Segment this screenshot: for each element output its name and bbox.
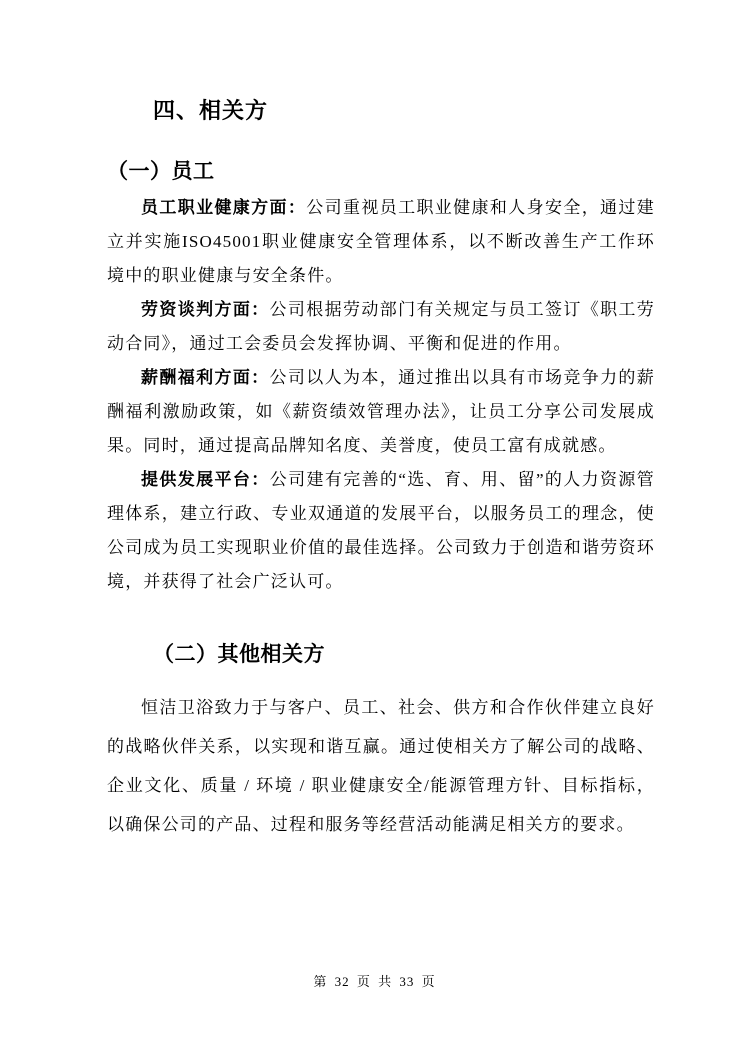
document-content: [107, 0, 655, 844]
section-heading-other-parties: （二）其他相关方: [153, 642, 325, 666]
section-heading-employees: （一）员工: [107, 159, 215, 183]
paragraph-labor-negotiation: [107, 293, 655, 361]
paragraph-text: 公司重视员工职业健康和人身安全，通过建立并实施ISO45001职业健康安全管理体系，以不断改善生产工作环境中的职业健康与安全条件。: [107, 198, 655, 285]
paragraph-other-parties: [107, 688, 655, 844]
paragraph-lead: 提供发展平台：: [141, 470, 270, 489]
paragraph-text: 恒洁卫浴致力于与客户、员工、社会、供方和合作伙伴建立良好的战略伙伴关系，以实现和谐互赢。通过使相关方了解公司的战略、企业文化、质量 / 环境 / 职业健康安全/能源管理方针、目标指标，以确保公司的产品、过程和服务等经营活动能满足相关方的要求。: [107, 698, 655, 834]
paragraph-lead: 薪酬福利方面：: [141, 368, 270, 387]
paragraph-text: 公司建有完善的“选、育、用、留”的人力资源管理体系，建立行政、专业双通道的发展平台，以服务员工的理念，使公司成为员工实现职业价值的最佳选择。公司致力于创造和谐劳资环境，并获得了社会广泛认可。: [107, 470, 655, 591]
paragraph-occupational-health: [107, 191, 655, 293]
paragraph-text: 公司以人为本，通过推出以具有市场竞争力的薪酬福利激励政策，如《薪资绩效管理办法》，让员工分享公司发展成果。同时，通过提高品牌知名度、美誉度，使员工富有成就感。: [107, 368, 655, 455]
paragraph-compensation-benefits: [107, 361, 655, 463]
paragraph-text: 公司根据劳动部门有关规定与员工签订《职工劳动合同》，通过工会委员会发挥协调、平衡和促进的作用。: [107, 300, 655, 353]
paragraph-lead: 员工职业健康方面：: [141, 198, 307, 217]
paragraph-lead: 劳资谈判方面：: [141, 300, 270, 319]
paragraph-development-platform: [107, 463, 655, 599]
page-number-label: 第 32 页 共 33 页: [313, 974, 436, 989]
page-footer: [0, 971, 749, 990]
chapter-title: 四、相关方: [153, 98, 269, 123]
